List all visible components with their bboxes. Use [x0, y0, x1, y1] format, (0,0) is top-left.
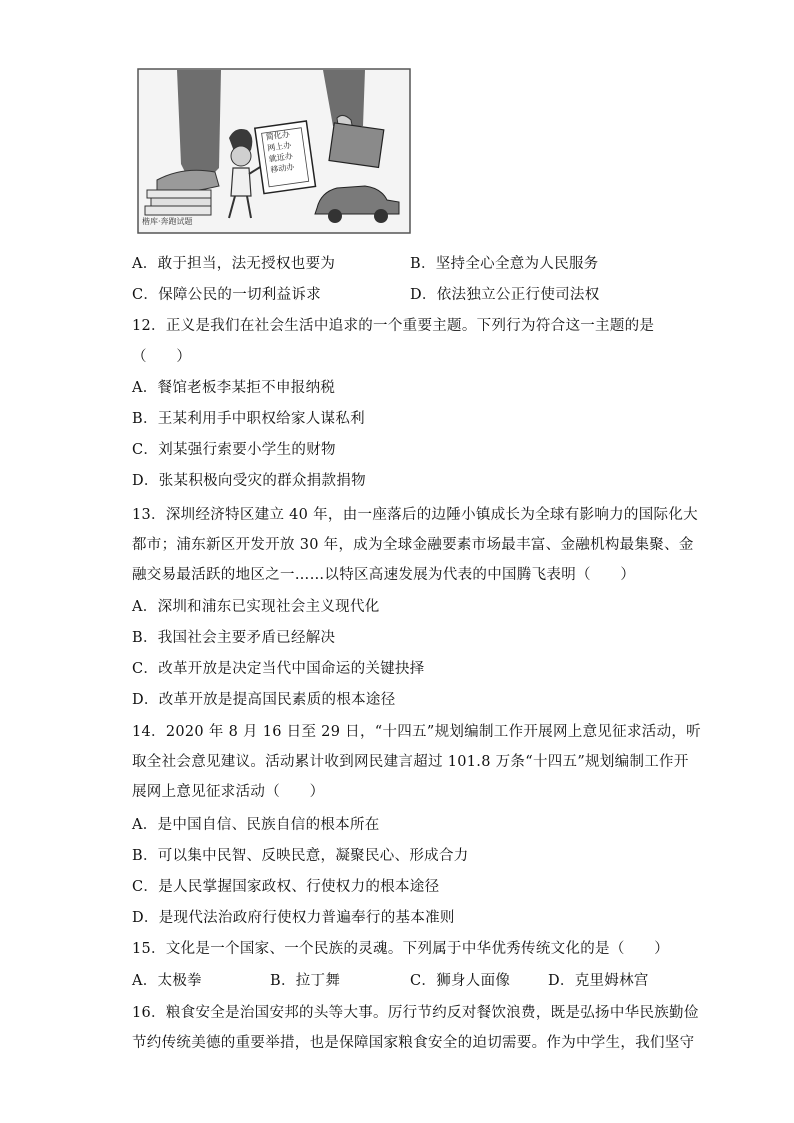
q15-option-d[interactable]: D．克里姆林宫	[548, 973, 649, 989]
q13-stem-line1: 13．深圳经济特区建立 40 年，由一座落后的边陲小镇成长为全球有影响力的国际化大	[132, 507, 698, 523]
q14-stem-line2: 取全社会意见建议。活动累计收到网民建言超过 101.8 万条“十四五”规划编制工作开	[132, 754, 689, 770]
book-line: 简化办	[265, 129, 291, 142]
q14-stem-line1: 14．2020 年 8 月 16 日至 29 日，“十四五”规划编制工作开展网上意见征求活动，听	[132, 724, 701, 740]
q15-option-b[interactable]: B．拉丁舞	[270, 973, 341, 989]
book-text	[265, 126, 311, 175]
q12-stem-bracket: （ ）	[132, 349, 192, 365]
q15-option-c[interactable]: C．狮身人面像	[410, 973, 511, 989]
q16-stem-line1: 16．粮食安全是治国安邦的头等大事。厉行节约反对餐饮浪费，既是弘扬中华民族勤俭	[132, 1005, 699, 1021]
q14-option-d[interactable]: D．是现代法治政府行使权力普遍奉行的基本准则	[132, 910, 455, 926]
q14-stem-line3: 展网上意见征求活动（ ）	[132, 784, 325, 800]
q11-option-a[interactable]: A．敢于担当，法无授权也要为	[132, 256, 336, 272]
q12-option-b[interactable]: B．王某利用手中职权给家人谋私利	[132, 411, 365, 427]
cartoon-caption: 楷库·奔跑试题	[142, 217, 193, 226]
book-line: 就近办	[268, 151, 294, 164]
q13-option-d[interactable]: D．改革开放是提高国民素质的根本途径	[132, 692, 396, 708]
book-line: 移动办	[269, 162, 295, 175]
q13-option-c[interactable]: C．改革开放是决定当代中国命运的关键抉择	[132, 661, 425, 677]
q13-stem-line3: 融交易最活跃的地区之一……以特区高速发展为代表的中国腾飞表明（ ）	[132, 567, 636, 583]
q11-option-d[interactable]: D．依法独立公正行使司法权	[410, 287, 600, 303]
q11-option-b[interactable]: B．坚持全心全意为人民服务	[410, 256, 599, 272]
q12-option-a[interactable]: A．餐馆老板李某拒不申报纳税	[132, 380, 336, 396]
q15-stem: 15．文化是一个国家、一个民族的灵魂。下列属于中华优秀传统文化的是（ ）	[132, 941, 670, 957]
q16-stem-line2: 节约传统美德的重要举措，也是保障国家粮食安全的迫切需要。作为中学生，我们坚守	[132, 1035, 695, 1051]
q12-stem: 12．正义是我们在社会生活中追求的一个重要主题。下列行为符合这一主题的是	[132, 318, 655, 334]
q14-option-c[interactable]: C．是人民掌握国家政权、行使权力的根本途径	[132, 879, 440, 895]
book-line: 网上办	[266, 140, 292, 153]
q12-option-c[interactable]: C．刘某强行索要小学生的财物	[132, 442, 336, 458]
q14-option-a[interactable]: A．是中国自信、民族自信的根本所在	[132, 817, 380, 833]
q13-option-a[interactable]: A．深圳和浦东已实现社会主义现代化	[132, 599, 380, 615]
q12-option-d[interactable]: D．张某积极向受灾的群众捐款捐物	[132, 473, 366, 489]
q13-stem-line2: 都市；浦东新区开发开放 30 年，成为全球金融要素市场最丰富、金融机构最集聚、金	[132, 537, 694, 553]
q13-option-b[interactable]: B．我国社会主要矛盾已经解决	[132, 630, 336, 646]
q14-option-b[interactable]: B．可以集中民智、反映民意，凝聚民心、形成合力	[132, 848, 469, 864]
q11-option-c[interactable]: C．保障公民的一切利益诉求	[132, 287, 321, 303]
q15-option-a[interactable]: A．太极拳	[132, 973, 202, 989]
